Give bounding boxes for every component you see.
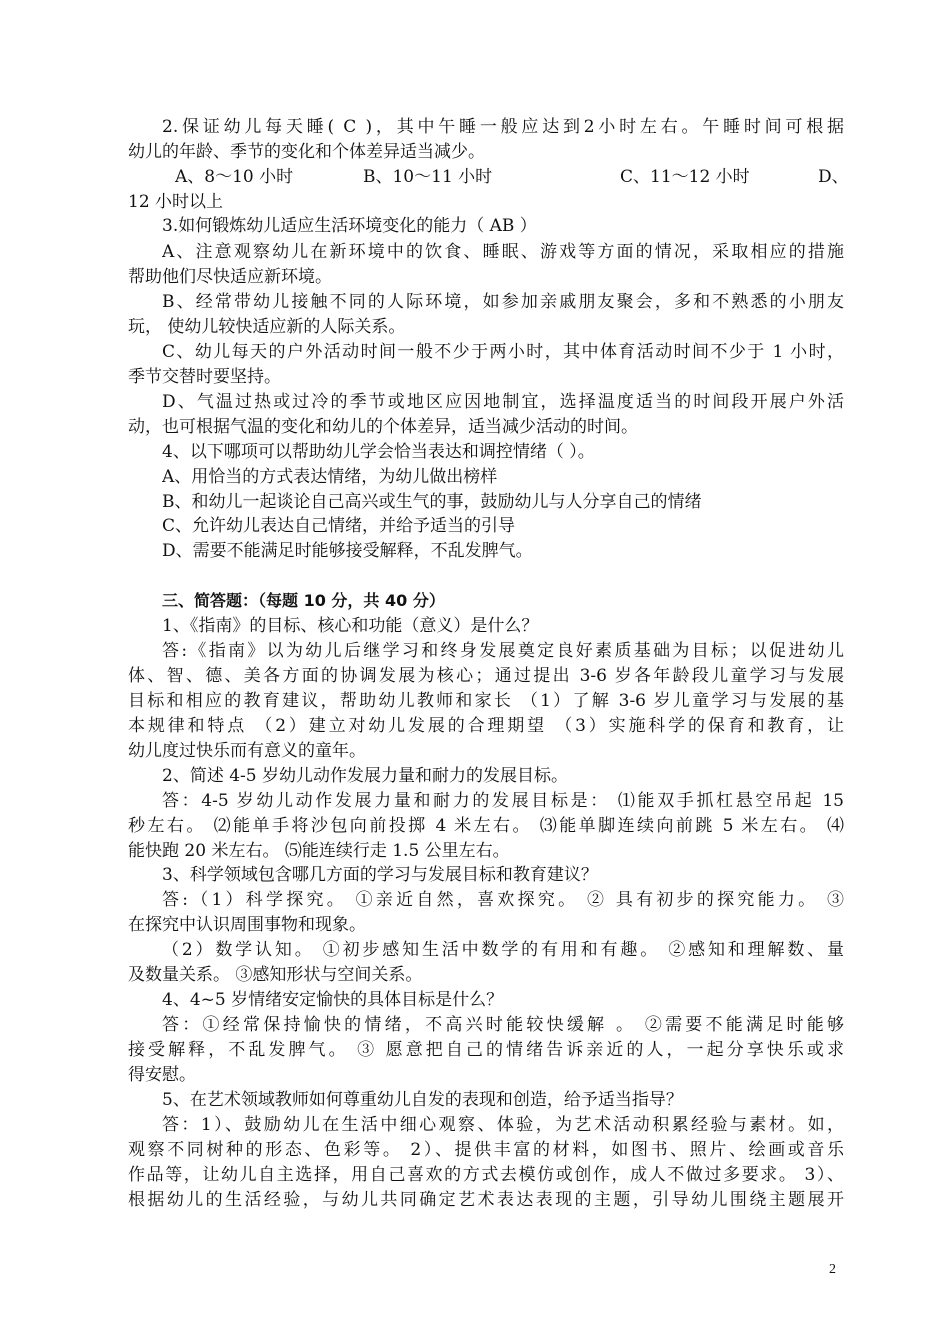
sa2-answer-line3: 能快跑 20 米左右。 ⑸能连续行走 1.5 公里左右。	[128, 841, 510, 861]
sa4-answer-line2: 接受解释，不乱发脾气。 ③ 愿意把自己的情绪告诉亲近的人，一起分享快乐或求	[128, 1040, 844, 1060]
q2-option-a: A、8～10 小时	[175, 167, 294, 187]
sa3-answer-line3: （2）数学认知。 ①初步感知生活中数学的有用和有趣。 ②感知和理解数、量	[162, 940, 844, 960]
q3-option-b-line2: 玩， 使幼儿较快适应新的人际关系。	[128, 317, 406, 337]
sa4-question: 4、4~5 岁情绪安定愉快的具体目标是什么？	[162, 990, 504, 1010]
q4-stem: 4、以下哪项可以帮助幼儿学会恰当表达和调控情绪（ ）。	[162, 442, 595, 462]
sa1-answer-line3: 目标和相应的教育建议，帮助幼儿教师和家长 （1）了解 3-6 岁儿童学习与发展的基	[128, 691, 844, 711]
sa5-answer-line3: 作品等，让幼儿自主选择，用自己喜欢的方式去模仿或创作，成人不做过多要求。 3）、	[128, 1165, 844, 1185]
q3-option-c-line1: C、幼儿每天的户外活动时间一般不少于两小时，其中体育活动时间不少于 1 小时，	[162, 342, 844, 362]
q2-stem-line1: 2.保证幼儿每天睡( C )，其中午睡一般应达到2小时左右。午睡时间可根据	[162, 117, 844, 137]
sa5-answer-line2: 观察不同树种的形态、色彩等。 2）、提供丰富的材料，如图书、照片、绘画或音乐	[128, 1140, 844, 1160]
sa1-answer-line1: 答:《指南》以为幼儿后继学习和终身发展奠定良好素质基础为目标；以促进幼儿	[162, 641, 844, 661]
q3-option-b-line1: B、经常带幼儿接触不同的人际环境，如参加亲戚朋友聚会，多和不熟悉的小朋友	[162, 292, 844, 312]
page-number: 2	[829, 1262, 836, 1277]
q3-option-d-line1: D、气温过热或过冷的季节或地区应因地制宜，选择温度适当的时间段开展户外活	[162, 392, 844, 412]
sa2-question: 2、简述 4-5 岁幼儿动作发展力量和耐力的发展目标。	[162, 766, 568, 786]
sa3-answer-line2: 在探究中认识周围事物和现象。	[128, 915, 366, 935]
sa5-answer-line4: 根据幼儿的生活经验，与幼儿共同确定艺术表达表现的主题，引导幼儿围绕主题展开	[128, 1190, 844, 1210]
sa4-answer-line3: 得安慰。	[128, 1065, 196, 1085]
q4-option-d: D、需要不能满足时能够接受解释，不乱发脾气。	[162, 541, 533, 561]
sa1-answer-line4: 本规律和特点 （2）建立对幼儿发展的合理期望 （3）实施科学的保育和教育，让	[128, 716, 844, 736]
section-heading: 三、简答题：（每题 10 分，共 40 分）	[162, 591, 445, 610]
q2-option-d: D、	[818, 167, 849, 187]
q2-stem-line2: 幼儿的年龄、季节的变化和个体差异适当减少。	[128, 142, 485, 162]
q4-option-a: A、用恰当的方式表达情绪，为幼儿做出榜样	[162, 467, 498, 487]
sa3-answer-line4: 及数量关系。 ③感知形状与空间关系。	[128, 965, 423, 985]
q4-option-b: B、和幼儿一起谈论自己高兴或生气的事，鼓励幼儿与人分享自己的情绪	[162, 492, 702, 512]
q3-option-a-line1: A、注意观察幼儿在新环境中的饮食、睡眠、游戏等方面的情况，采取相应的措施	[162, 242, 844, 262]
q2-option-c: C、11～12 小时	[620, 167, 750, 187]
q3-option-a-line2: 帮助他们尽快适应新环境。	[128, 267, 332, 287]
sa3-answer-line1: 答:（1）科学探究。 ①亲近自然，喜欢探究。 ② 具有初步的探究能力。 ③	[162, 890, 844, 910]
sa5-question: 5、在艺术领域教师如何尊重幼儿自发的表现和创造，给予适当指导？	[162, 1090, 683, 1110]
sa2-answer-line1: 答：4-5 岁幼儿动作发展力量和耐力的发展目标是： ⑴能双手抓杠悬空吊起 15	[162, 791, 844, 811]
sa2-answer-line2: 秒左右。 ⑵能单手将沙包向前投掷 4 米左右。 ⑶能单脚连续向前跳 5 米左右。 ⑷	[128, 816, 844, 836]
sa5-answer-line1: 答：1）、鼓励幼儿在生活中细心观察、体验，为艺术活动积累经验与素材。如，	[162, 1115, 844, 1135]
sa1-answer-line5: 幼儿度过快乐而有意义的童年。	[128, 741, 366, 761]
sa1-answer-line2: 体、智、德、美各方面的协调发展为核心；通过提出 3-6 岁各年龄段儿童学习与发展	[128, 666, 844, 686]
q3-stem: 3.如何锻炼幼儿适应生活环境变化的能力（ AB ）	[162, 216, 537, 236]
q4-option-c: C、允许幼儿表达自己情绪，并给予适当的引导	[162, 516, 516, 536]
q2-option-d-cont: 12 小时以上	[128, 192, 224, 212]
sa1-question: 1、《指南》的目标、核心和功能（意义）是什么？	[162, 616, 539, 636]
q3-option-d-line2: 动，也可根据气温的变化和幼儿的个体差异，适当减少活动的时间。	[128, 417, 638, 437]
sa4-answer-line1: 答：①经常保持愉快的情绪，不高兴时能较快缓解 。 ②需要不能满足时能够	[162, 1015, 844, 1035]
q3-option-c-line2: 季节交替时要坚持。	[128, 367, 281, 387]
q2-option-b: B、10～11 小时	[363, 167, 493, 187]
sa3-question: 3、科学领域包含哪几方面的学习与发展目标和教育建议？	[162, 865, 598, 885]
